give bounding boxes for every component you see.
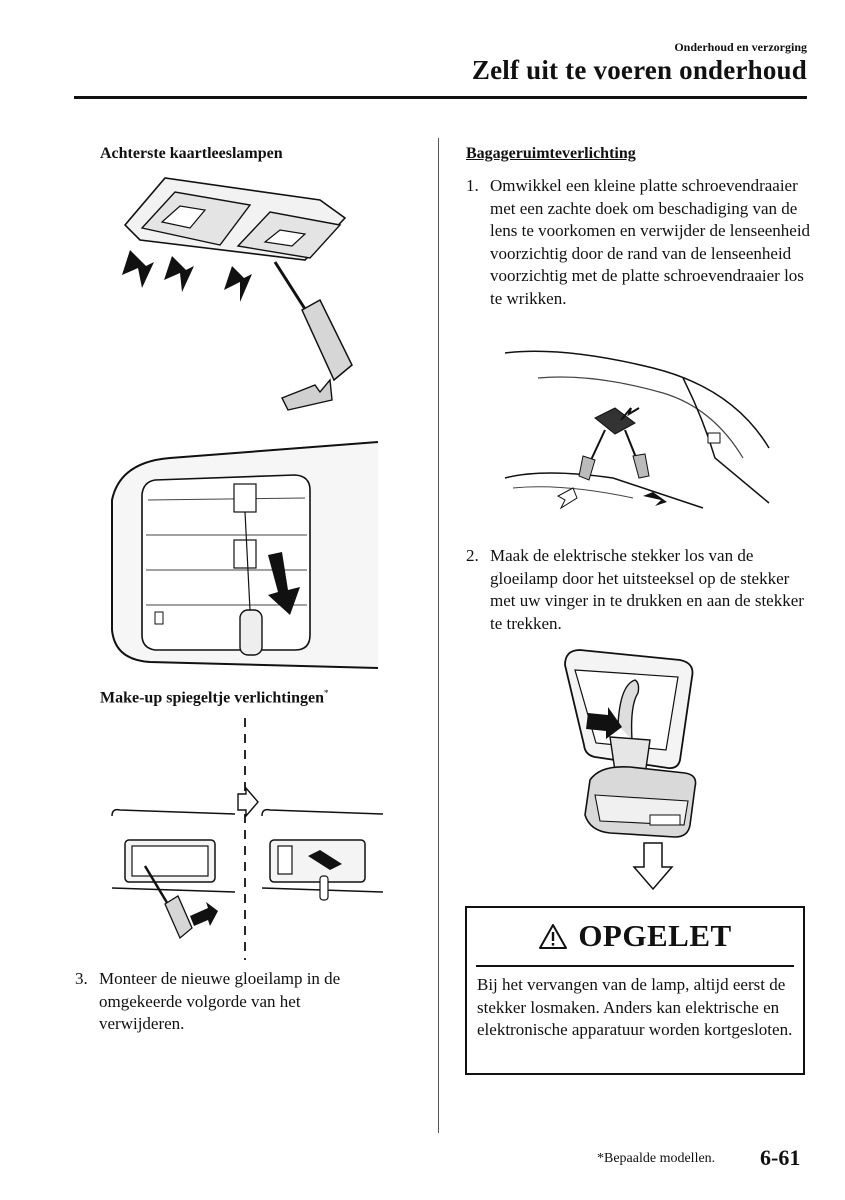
caution-text: Bij het vervangen van de lamp, altijd eerst de stekker losmaken. Anders kan elektrische en elektronische apparatuur worden kortgesloten. xyxy=(477,975,793,1039)
step-1-text: Omwikkel een kleine platte schroevendraaier met een zachte doek om beschadiging van de lens te voorkomen en verwijder de lenseenheid voorzichtig door de rand van de lenseenheid voorzichtig met de platte schroevendraaier los te wrikken. xyxy=(490,176,811,308)
step-2-number: 2. xyxy=(466,546,479,565)
caution-divider xyxy=(476,965,794,967)
step-3-number: 3. xyxy=(75,969,88,988)
heading-luggage-light: Bagageruimteverlichting xyxy=(466,145,636,162)
caution-header xyxy=(467,908,803,964)
warning-triangle-icon xyxy=(538,923,568,950)
makeup-mirror-illustration xyxy=(110,716,385,961)
page-number: 6-61 xyxy=(760,1145,801,1170)
header-rule xyxy=(74,96,807,99)
bulb-housing-illustration xyxy=(110,440,380,670)
map-lamp-illustration xyxy=(120,170,360,420)
section-label: Onderhoud en verzorging xyxy=(674,40,807,54)
column-divider xyxy=(438,138,439,1133)
step-1-number: 1. xyxy=(466,176,479,195)
heading-makeup-mirror-label: Make-up spiegeltje verlichtingen xyxy=(100,689,324,707)
step-3-text: Monteer de nieuwe gloeilamp in de omgekeerde volgorde van het verwijderen. xyxy=(99,969,341,1033)
caution-title: OPGELET xyxy=(578,918,732,953)
caution-box xyxy=(465,906,805,1075)
heading-rear-map-lamps: Achterste kaartleeslampen xyxy=(100,145,283,162)
heading-makeup-mirror xyxy=(100,688,328,707)
luggage-light-illustration xyxy=(503,338,771,518)
page-title: Zelf uit te voeren onderhoud xyxy=(471,55,807,85)
step-2-text: Maak de elektrische stekker los van de gloeilamp door het uitsteeksel op de stekker met uw vinger in te drukken en aan de stekker te trekken. xyxy=(490,546,804,633)
footnote: *Bepaalde modellen. xyxy=(597,1151,716,1166)
connector-illustration xyxy=(560,645,710,890)
model-footnote-mark: * xyxy=(323,688,329,698)
